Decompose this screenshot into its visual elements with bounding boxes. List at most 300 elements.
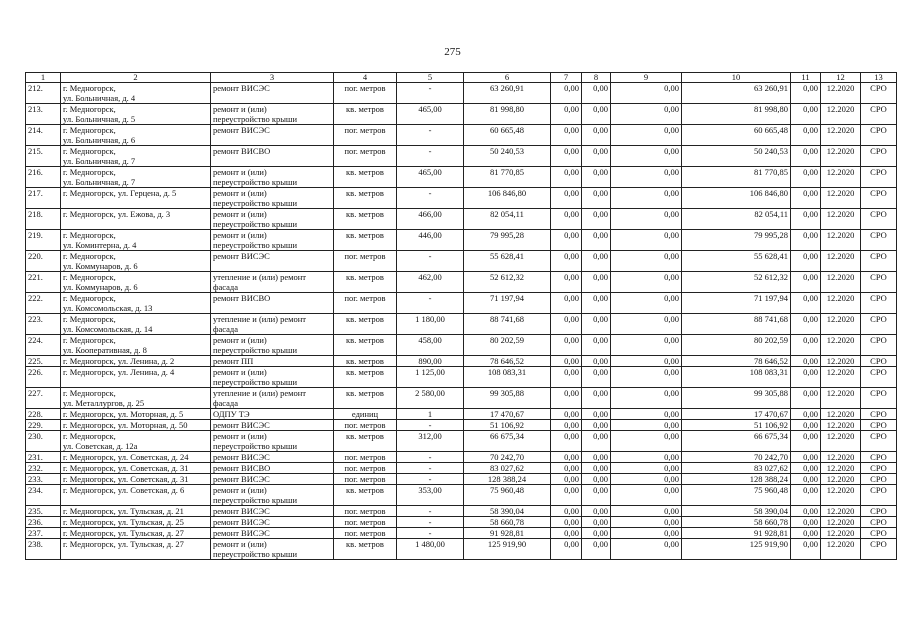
table-cell: 91 928,81: [464, 528, 551, 539]
table-cell: 0,00: [791, 367, 821, 388]
table-cell: СРО: [861, 314, 897, 335]
table-cell: СРО: [861, 506, 897, 517]
table-cell: 0,00: [582, 335, 611, 356]
table-cell: 1: [397, 409, 464, 420]
table-cell: 63 260,91: [682, 83, 791, 104]
table-cell: ремонт и (или) переустройство крыши: [211, 367, 334, 388]
table-cell: 91 928,81: [682, 528, 791, 539]
table-row: [26, 272, 897, 293]
table-cell: 458,00: [397, 335, 464, 356]
table-cell: 70 242,70: [464, 452, 551, 463]
table-cell: 80 202,59: [682, 335, 791, 356]
table-row: [26, 539, 897, 560]
table-cell: г. Медногорск, ул. Больничная, д. 7: [61, 146, 211, 167]
table-cell: 0,00: [791, 452, 821, 463]
table-cell: СРО: [861, 452, 897, 463]
table-cell: -: [397, 188, 464, 209]
table-cell: г. Медногорск, ул. Советская, д. 6: [61, 485, 211, 506]
table-cell: СРО: [861, 230, 897, 251]
table-cell: 0,00: [582, 409, 611, 420]
table-cell: 0,00: [611, 188, 682, 209]
table-cell: 228.: [26, 409, 61, 420]
table-cell: 236.: [26, 517, 61, 528]
table-cell: г. Медногорск, ул. Коминтерна, д. 4: [61, 230, 211, 251]
table-cell: г. Медногорск, ул. Больничная, д. 5: [61, 104, 211, 125]
table-cell: 0,00: [791, 83, 821, 104]
table-cell: 79 995,28: [464, 230, 551, 251]
table-cell: 0,00: [582, 420, 611, 431]
table-cell: 52 612,32: [682, 272, 791, 293]
table-cell: 81 770,85: [682, 167, 791, 188]
table-cell: пог. метров: [334, 83, 397, 104]
table-cell: ремонт и (или) переустройство крыши: [211, 431, 334, 452]
table-cell: 0,00: [791, 335, 821, 356]
table-cell: 0,00: [582, 506, 611, 517]
table-cell: 0,00: [611, 125, 682, 146]
table-cell: 66 675,34: [682, 431, 791, 452]
table-cell: г. Медногорск, ул. Герцена, д. 5: [61, 188, 211, 209]
table-cell: г. Медногорск, ул. Советская, д. 12а: [61, 431, 211, 452]
table-cell: 1 180,00: [397, 314, 464, 335]
table-cell: кв. метров: [334, 388, 397, 409]
table-cell: СРО: [861, 188, 897, 209]
table-cell: 12.2020: [821, 452, 861, 463]
table-cell: 12.2020: [821, 104, 861, 125]
table-cell: 0,00: [611, 314, 682, 335]
table-cell: 465,00: [397, 167, 464, 188]
table-cell: 58 660,78: [682, 517, 791, 528]
table-cell: 0,00: [551, 230, 582, 251]
table-cell: кв. метров: [334, 188, 397, 209]
table-cell: 58 390,04: [682, 506, 791, 517]
table-row: [26, 356, 897, 367]
table-cell: кв. метров: [334, 272, 397, 293]
table-cell: 0,00: [791, 506, 821, 517]
table-cell: 51 106,92: [682, 420, 791, 431]
table-cell: -: [397, 125, 464, 146]
table-cell: 233.: [26, 474, 61, 485]
table-cell: 0,00: [551, 420, 582, 431]
table-cell: -: [397, 452, 464, 463]
table-row: [26, 104, 897, 125]
table-cell: СРО: [861, 335, 897, 356]
table-cell: 229.: [26, 420, 61, 431]
table-cell: ремонт ВИСВО: [211, 463, 334, 474]
table-cell: ремонт ВИСВО: [211, 293, 334, 314]
table-cell: СРО: [861, 485, 897, 506]
table-cell: 222.: [26, 293, 61, 314]
table-cell: 0,00: [611, 167, 682, 188]
table-cell: г. Медногорск, ул. Моторная, д. 5: [61, 409, 211, 420]
table-cell: -: [397, 251, 464, 272]
table-cell: 0,00: [582, 314, 611, 335]
table-cell: 0,00: [791, 528, 821, 539]
table-cell: утепление и (или) ремонт фасада: [211, 388, 334, 409]
table-cell: 0,00: [611, 409, 682, 420]
table-cell: 12.2020: [821, 356, 861, 367]
table-cell: 12.2020: [821, 506, 861, 517]
table-cell: 235.: [26, 506, 61, 517]
table-cell: 63 260,91: [464, 83, 551, 104]
table-row: [26, 335, 897, 356]
table-cell: 17 470,67: [464, 409, 551, 420]
table-cell: 82 054,11: [682, 209, 791, 230]
table-cell: ремонт ВИСЭС: [211, 452, 334, 463]
table-cell: 224.: [26, 335, 61, 356]
table-cell: г. Медногорск, ул. Коммунаров, д. 6: [61, 272, 211, 293]
table-cell: 230.: [26, 431, 61, 452]
table-cell: 0,00: [551, 452, 582, 463]
table-cell: кв. метров: [334, 104, 397, 125]
table-row: [26, 388, 897, 409]
table-cell: 12.2020: [821, 125, 861, 146]
table-cell: ремонт ВИСЭС: [211, 251, 334, 272]
table-cell: 237.: [26, 528, 61, 539]
table-cell: 0,00: [791, 431, 821, 452]
table-cell: 0,00: [611, 356, 682, 367]
table-cell: -: [397, 463, 464, 474]
table-cell: 128 388,24: [464, 474, 551, 485]
table-cell: СРО: [861, 409, 897, 420]
table-cell: 81 998,80: [682, 104, 791, 125]
table-cell: 0,00: [551, 125, 582, 146]
table-cell: кв. метров: [334, 367, 397, 388]
table-cell: 0,00: [582, 251, 611, 272]
column-header: 4: [334, 73, 397, 83]
table-cell: г. Медногорск, ул. Ежова, д. 3: [61, 209, 211, 230]
table-cell: 106 846,80: [464, 188, 551, 209]
table-cell: 218.: [26, 209, 61, 230]
table-cell: ремонт и (или) переустройство крыши: [211, 167, 334, 188]
column-header: 5: [397, 73, 464, 83]
table-cell: кв. метров: [334, 431, 397, 452]
table-cell: пог. метров: [334, 146, 397, 167]
table-cell: 216.: [26, 167, 61, 188]
table-cell: 0,00: [611, 420, 682, 431]
table-cell: 12.2020: [821, 517, 861, 528]
table-cell: 12.2020: [821, 420, 861, 431]
table-cell: 125 919,90: [464, 539, 551, 560]
table-cell: 223.: [26, 314, 61, 335]
table-cell: 0,00: [582, 474, 611, 485]
register-table: [25, 72, 897, 560]
table-cell: 12.2020: [821, 272, 861, 293]
table-cell: г. Медногорск, ул. Тульская, д. 21: [61, 506, 211, 517]
table-cell: ремонт и (или) переустройство крыши: [211, 335, 334, 356]
table-cell: утепление и (или) ремонт фасада: [211, 272, 334, 293]
table-cell: СРО: [861, 104, 897, 125]
table-cell: пог. метров: [334, 528, 397, 539]
table-cell: ремонт ВИСВО: [211, 146, 334, 167]
table-cell: 0,00: [551, 517, 582, 528]
table-cell: 0,00: [582, 356, 611, 367]
table-cell: 0,00: [582, 146, 611, 167]
table-row: [26, 293, 897, 314]
table-cell: кв. метров: [334, 485, 397, 506]
table-cell: 214.: [26, 125, 61, 146]
table-cell: г. Медногорск, ул. Моторная, д. 50: [61, 420, 211, 431]
table-cell: 88 741,68: [682, 314, 791, 335]
header-row: [26, 73, 897, 83]
table-cell: кв. метров: [334, 539, 397, 560]
table-cell: 12.2020: [821, 251, 861, 272]
table-cell: г. Медногорск, ул. Больничная, д. 6: [61, 125, 211, 146]
table-cell: г. Медногорск, ул. Комсомольская, д. 14: [61, 314, 211, 335]
table-cell: 12.2020: [821, 146, 861, 167]
table-cell: 0,00: [611, 230, 682, 251]
table-cell: 0,00: [551, 485, 582, 506]
table-cell: 0,00: [611, 517, 682, 528]
table-cell: г. Медногорск, ул. Коммунаров, д. 6: [61, 251, 211, 272]
table-cell: кв. метров: [334, 167, 397, 188]
table-cell: 0,00: [611, 463, 682, 474]
table-cell: 60 665,48: [682, 125, 791, 146]
table-cell: 0,00: [791, 314, 821, 335]
table-cell: 0,00: [611, 335, 682, 356]
table-row: [26, 463, 897, 474]
table-cell: 0,00: [791, 209, 821, 230]
column-header: 13: [861, 73, 897, 83]
table-cell: ремонт и (или) переустройство крыши: [211, 485, 334, 506]
table-cell: 213.: [26, 104, 61, 125]
table-cell: 1 125,00: [397, 367, 464, 388]
column-header: 3: [211, 73, 334, 83]
table-row: [26, 506, 897, 517]
table-cell: 108 083,31: [464, 367, 551, 388]
table-cell: 0,00: [551, 409, 582, 420]
table-cell: г. Медногорск, ул. Советская, д. 31: [61, 474, 211, 485]
table-cell: 12.2020: [821, 293, 861, 314]
table-cell: 12.2020: [821, 528, 861, 539]
table-cell: -: [397, 474, 464, 485]
table-row: [26, 517, 897, 528]
table-cell: 1 480,00: [397, 539, 464, 560]
table-cell: 0,00: [582, 272, 611, 293]
table-cell: 0,00: [551, 528, 582, 539]
table-cell: 12.2020: [821, 485, 861, 506]
table-body: [26, 73, 897, 560]
table-cell: пог. метров: [334, 251, 397, 272]
table-cell: 446,00: [397, 230, 464, 251]
table-cell: 0,00: [551, 539, 582, 560]
table-cell: СРО: [861, 272, 897, 293]
table-cell: -: [397, 528, 464, 539]
table-cell: 52 612,32: [464, 272, 551, 293]
table-cell: 0,00: [582, 388, 611, 409]
table-cell: ОДПУ ТЭ: [211, 409, 334, 420]
table-cell: единиц: [334, 409, 397, 420]
table-cell: ремонт и (или) переустройство крыши: [211, 209, 334, 230]
table-cell: -: [397, 146, 464, 167]
table-row: [26, 83, 897, 104]
table-cell: 353,00: [397, 485, 464, 506]
table-cell: 0,00: [791, 146, 821, 167]
table-cell: 0,00: [611, 209, 682, 230]
table-cell: СРО: [861, 293, 897, 314]
table-cell: 12.2020: [821, 431, 861, 452]
table-cell: кв. метров: [334, 335, 397, 356]
table-cell: 465,00: [397, 104, 464, 125]
table-cell: 0,00: [791, 474, 821, 485]
table-cell: 0,00: [611, 474, 682, 485]
table-cell: 12.2020: [821, 83, 861, 104]
table-cell: СРО: [861, 517, 897, 528]
table-cell: 12.2020: [821, 367, 861, 388]
table-cell: 0,00: [611, 367, 682, 388]
table-cell: 312,00: [397, 431, 464, 452]
table-cell: 51 106,92: [464, 420, 551, 431]
table-cell: 0,00: [582, 293, 611, 314]
table-cell: 0,00: [791, 188, 821, 209]
table-cell: 83 027,62: [682, 463, 791, 474]
table-cell: 0,00: [551, 356, 582, 367]
table-cell: ремонт ВИСЭС: [211, 506, 334, 517]
table-cell: ремонт ВИСЭС: [211, 528, 334, 539]
table-cell: г. Медногорск, ул. Советская, д. 31: [61, 463, 211, 474]
table-cell: 225.: [26, 356, 61, 367]
table-cell: 890,00: [397, 356, 464, 367]
table-cell: пог. метров: [334, 463, 397, 474]
table-cell: пог. метров: [334, 506, 397, 517]
table-cell: 0,00: [791, 167, 821, 188]
table-cell: 78 646,52: [464, 356, 551, 367]
table-cell: 215.: [26, 146, 61, 167]
table-cell: 0,00: [551, 272, 582, 293]
table-cell: 0,00: [551, 188, 582, 209]
table-cell: 99 305,88: [682, 388, 791, 409]
table-cell: СРО: [861, 539, 897, 560]
table-row: [26, 452, 897, 463]
table-cell: 220.: [26, 251, 61, 272]
table-cell: 0,00: [791, 272, 821, 293]
table-cell: 0,00: [611, 146, 682, 167]
table-cell: -: [397, 420, 464, 431]
table-row: [26, 528, 897, 539]
table-cell: 0,00: [551, 463, 582, 474]
table-cell: 0,00: [551, 83, 582, 104]
table-row: [26, 485, 897, 506]
table-cell: г. Медногорск, ул. Больничная, д. 4: [61, 83, 211, 104]
table-cell: пог. метров: [334, 517, 397, 528]
table-cell: 99 305,88: [464, 388, 551, 409]
table-cell: 0,00: [611, 431, 682, 452]
table-cell: ремонт и (или) переустройство крыши: [211, 539, 334, 560]
table-cell: СРО: [861, 431, 897, 452]
table-cell: СРО: [861, 463, 897, 474]
table-cell: 55 628,41: [682, 251, 791, 272]
table-cell: пог. метров: [334, 125, 397, 146]
table-cell: 221.: [26, 272, 61, 293]
table-cell: -: [397, 293, 464, 314]
table-row: [26, 146, 897, 167]
table-cell: 50 240,53: [464, 146, 551, 167]
table-cell: 0,00: [551, 293, 582, 314]
table-cell: 0,00: [611, 485, 682, 506]
table-cell: 0,00: [791, 463, 821, 474]
table-cell: СРО: [861, 356, 897, 367]
table-cell: пог. метров: [334, 420, 397, 431]
table-cell: 78 646,52: [682, 356, 791, 367]
table-cell: 0,00: [551, 388, 582, 409]
table-cell: 12.2020: [821, 209, 861, 230]
table-cell: 0,00: [611, 388, 682, 409]
table-cell: 12.2020: [821, 167, 861, 188]
table-cell: 0,00: [551, 474, 582, 485]
table-cell: 0,00: [582, 431, 611, 452]
column-header: 10: [682, 73, 791, 83]
table-cell: 0,00: [582, 367, 611, 388]
table-cell: ремонт ВИСЭС: [211, 517, 334, 528]
table-cell: г. Медногорск, ул. Советская, д. 24: [61, 452, 211, 463]
table-cell: СРО: [861, 167, 897, 188]
table-cell: 71 197,94: [682, 293, 791, 314]
table-cell: 0,00: [582, 452, 611, 463]
table-cell: ремонт и (или) переустройство крыши: [211, 104, 334, 125]
table-cell: 212.: [26, 83, 61, 104]
table-row: [26, 167, 897, 188]
table-cell: пог. метров: [334, 474, 397, 485]
table-cell: 106 846,80: [682, 188, 791, 209]
column-header: 11: [791, 73, 821, 83]
table-cell: 0,00: [551, 146, 582, 167]
table-cell: -: [397, 517, 464, 528]
table-cell: 0,00: [582, 125, 611, 146]
table-cell: 81 770,85: [464, 167, 551, 188]
table-cell: СРО: [861, 420, 897, 431]
table-cell: 75 960,48: [682, 485, 791, 506]
table-cell: 0,00: [611, 272, 682, 293]
table-row: [26, 409, 897, 420]
table-cell: 79 995,28: [682, 230, 791, 251]
table-cell: кв. метров: [334, 209, 397, 230]
table-cell: 0,00: [551, 167, 582, 188]
column-header: 8: [582, 73, 611, 83]
table-cell: ремонт ВИСЭС: [211, 420, 334, 431]
table-cell: г. Медногорск, ул. Тульская, д. 27: [61, 528, 211, 539]
table-row: [26, 474, 897, 485]
table-cell: 0,00: [611, 293, 682, 314]
table-cell: СРО: [861, 367, 897, 388]
table-cell: 231.: [26, 452, 61, 463]
column-header: 9: [611, 73, 682, 83]
table-cell: 12.2020: [821, 539, 861, 560]
column-header: 7: [551, 73, 582, 83]
table-cell: 0,00: [791, 104, 821, 125]
table-cell: 0,00: [611, 528, 682, 539]
table-cell: 0,00: [551, 209, 582, 230]
table-cell: СРО: [861, 251, 897, 272]
table-row: [26, 209, 897, 230]
table-cell: 0,00: [551, 335, 582, 356]
table-cell: 0,00: [551, 431, 582, 452]
column-header: 6: [464, 73, 551, 83]
table-cell: СРО: [861, 388, 897, 409]
table-cell: 234.: [26, 485, 61, 506]
table-cell: СРО: [861, 83, 897, 104]
table-cell: 462,00: [397, 272, 464, 293]
table-cell: г. Медногорск, ул. Металлургов, д. 25: [61, 388, 211, 409]
table-cell: 125 919,90: [682, 539, 791, 560]
table-cell: пог. метров: [334, 293, 397, 314]
table-cell: 0,00: [551, 251, 582, 272]
table-cell: ремонт ВИСЭС: [211, 474, 334, 485]
table-cell: 75 960,48: [464, 485, 551, 506]
table-cell: 12.2020: [821, 335, 861, 356]
table-cell: г. Медногорск, ул. Тульская, д. 27: [61, 539, 211, 560]
table-cell: г. Медногорск, ул. Кооперативная, д. 8: [61, 335, 211, 356]
table-cell: ремонт ПП: [211, 356, 334, 367]
table-cell: СРО: [861, 146, 897, 167]
